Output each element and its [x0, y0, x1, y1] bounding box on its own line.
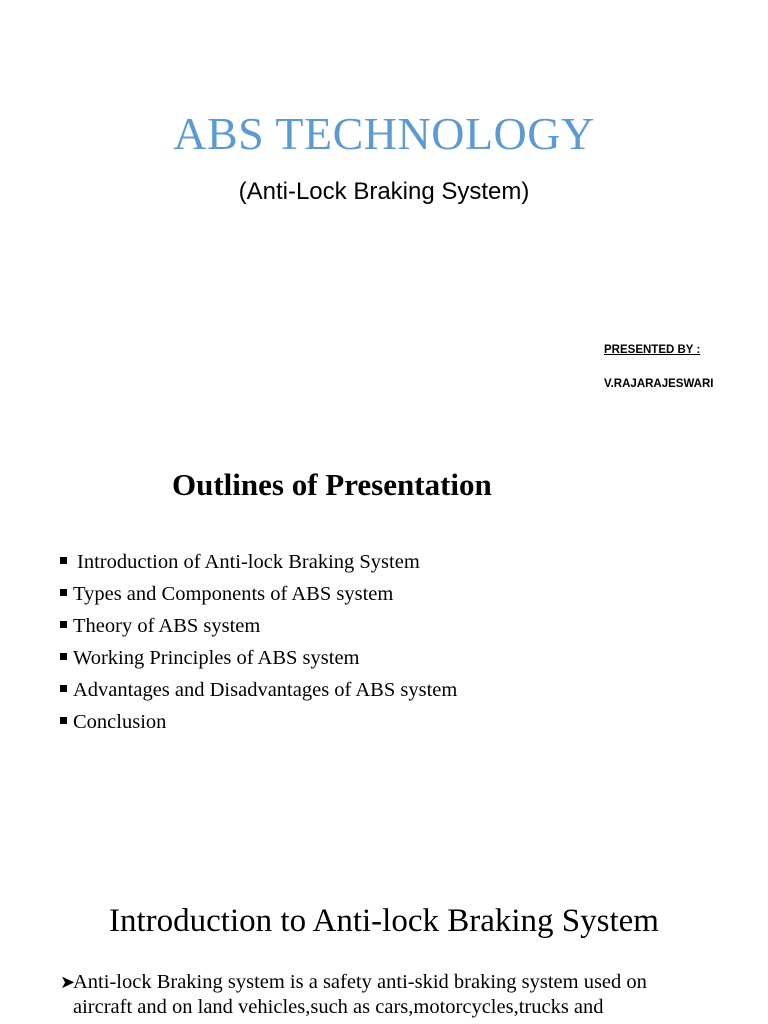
introduction-line [60, 970, 750, 995]
presenter-name: V.RAJARAJESWARI [604, 378, 714, 390]
list-item-text: Working Principles of ABS system [73, 647, 360, 669]
square-bullet-icon [60, 589, 67, 596]
list-item [60, 580, 457, 612]
introduction-paragraph [60, 970, 750, 1020]
introduction-line: aircraft and on land vehicles,such as cars,motorcycles,trucks and [73, 996, 604, 1018]
outline-list [60, 548, 457, 740]
square-bullet-icon [60, 557, 67, 564]
page-title: ABS TECHNOLOGY [173, 108, 595, 159]
list-item-text: Types and Components of ABS system [73, 583, 394, 605]
arrow-bullet-icon: ➤ [60, 972, 76, 992]
introduction-line-text: Anti-lock Braking system is a safety anti-skid braking system used on [73, 971, 647, 993]
outline-heading: Outlines of Presentation [172, 467, 492, 502]
square-bullet-icon [60, 717, 67, 724]
list-item [60, 612, 457, 644]
list-item [60, 708, 457, 740]
list-item-text: Theory of ABS system [73, 615, 261, 637]
introduction-heading: Introduction to Anti-lock Braking System [109, 903, 659, 939]
square-bullet-icon [60, 653, 67, 660]
list-item-text: Conclusion [73, 711, 167, 733]
list-item [60, 644, 457, 676]
presented-by-label: PRESENTED BY : [604, 344, 701, 356]
square-bullet-icon [60, 685, 67, 692]
square-bullet-icon [60, 621, 67, 628]
list-item [60, 548, 457, 580]
list-item-text: Introduction of Anti-lock Braking System [77, 551, 420, 573]
list-item [60, 676, 457, 708]
page-subtitle: (Anti-Lock Braking System) [238, 178, 530, 205]
list-item-text: Advantages and Disadvantages of ABS system [73, 679, 458, 701]
